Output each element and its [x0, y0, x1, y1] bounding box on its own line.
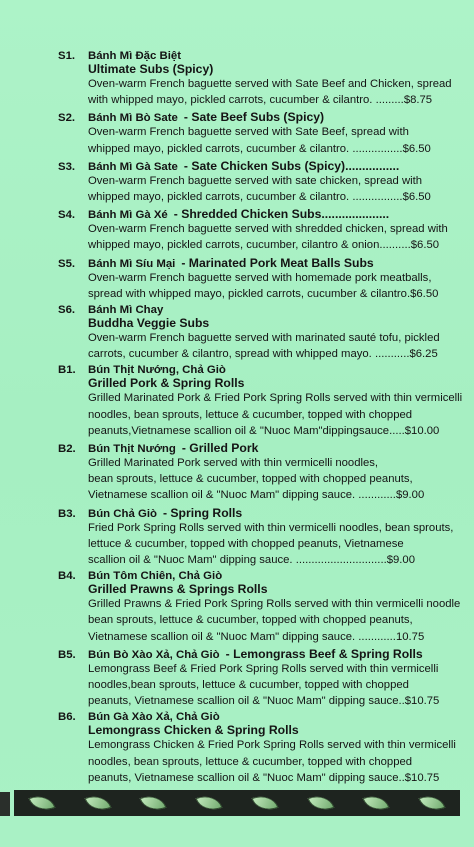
item-description: Grilled Prawns & Fried Pork Spring Rolls served with thin vermicelli noodle bean sprouts, lettuce & cucumber, topped with chopped peanuts, Vietnamese scallion oil & "Nuoc Mam" dipping sauce. ............10.75 [88, 598, 461, 643]
item-vietnamese-name: Bún Chả Giò [88, 507, 157, 520]
item-vietnamese-name: Bánh Mì Gà Sate [88, 160, 178, 173]
menu-item-s2 [58, 110, 470, 156]
menu-item-b1 [58, 364, 470, 439]
menu-item-b5 [58, 647, 470, 710]
item-price: $6.25 [409, 348, 438, 361]
menu-item-b3 [58, 506, 470, 569]
item-price: 10.75 [395, 630, 425, 643]
menu-item-s3 [58, 159, 470, 205]
menu-list [58, 50, 470, 788]
item-description: Lemongrass Beef & Fried Pork Spring Rolls served with thin vermicelli noodles,bean sprouts, lettuce & cucumber, topped with chopped peanuts, Vietnamese scallion oil & "Nuoc Mam" dipping sauce..$10.75 [88, 662, 440, 708]
item-price: $9.00 [386, 554, 415, 567]
menu-item-b6 [58, 711, 470, 786]
item-code: B1. [58, 364, 76, 377]
item-vietnamese-name: Bún Thịt Nướng [88, 443, 176, 456]
item-code: S6. [58, 304, 76, 317]
item-code: S2. [58, 112, 76, 125]
item-description: Grilled Marinated Pork served with thin vermicelli noodles, bean sprouts, lettuce & cucumber, topped with chopped peanuts, Vietnamese scallion oil & "Nuoc Mam" dipping sauce. ............$9.00 [88, 457, 425, 502]
item-price: $6.50 [402, 142, 431, 155]
item-price: $10.00 [404, 424, 440, 437]
menu-item-s4 [58, 207, 470, 253]
item-english-name: - Shredded Chicken Subs.................... [173, 207, 390, 222]
item-code: B6. [58, 711, 76, 724]
menu-item-s1 [58, 50, 470, 108]
menu-item-b2 [58, 441, 470, 504]
item-code: S3. [58, 160, 76, 173]
item-vietnamese-name: Bánh Mì Gà Xé [88, 209, 168, 222]
item-description: Oven-warm French baguette served with homemade pork meatballs, spread with whipped mayo, pickled carrots, cucumber & cilantro.$6.50 [88, 271, 439, 300]
leaf-icon [251, 791, 278, 815]
item-vietnamese-name: Bánh Mì Bò Sate [88, 112, 178, 125]
item-english-name: - Sate Beef Subs (Spicy) [183, 110, 325, 125]
item-code: S4. [58, 209, 76, 222]
item-description: Oven-warm French baguette served with Sate Beef, spread with whipped mayo, pickled carrots, cucumber & cilantro. ................$6.50 [88, 126, 431, 155]
item-price: $6.50 [410, 239, 440, 252]
item-code: B3. [58, 507, 76, 520]
item-english-name: Grilled Pork & Spring Rolls [88, 376, 245, 391]
item-english-name: - Grilled Pork [181, 441, 259, 456]
item-english-name: Grilled Prawns & Springs Rolls [88, 582, 268, 597]
item-price: $10.75 [404, 771, 440, 784]
leaf-icon [419, 791, 446, 815]
item-vietnamese-name: Bún Gà Xào Xả, Chả Giò [88, 711, 220, 724]
menu-item-s6 [58, 304, 470, 362]
leaf-icon [84, 791, 111, 815]
item-vietnamese-name: Bánh Mì Chay [88, 304, 164, 317]
item-vietnamese-name: Bún Tôm Chiên, Chả Giò [88, 570, 223, 583]
leaf-icon [307, 791, 334, 815]
item-english-name: - Spring Rolls [162, 505, 243, 520]
item-vietnamese-name: Bánh Mì Đặc Biệt [88, 50, 182, 62]
item-english-name: Lemongrass Chicken & Spring Rolls [88, 723, 299, 738]
item-description: Oven-warm French baguette served with marinated sauté tofu, pickled carrots, cucumber & cilantro, spread with whipped mayo. ...........$6.25 [88, 332, 440, 361]
item-code: B5. [58, 648, 76, 661]
item-english-name: - Lemongrass Beef & Spring Rolls [225, 646, 423, 661]
leaf-icon [196, 791, 223, 815]
item-vietnamese-name: Bún Bò Xào Xả, Chả Giò [88, 648, 220, 661]
item-price: $6.50 [402, 191, 431, 204]
page-edge-tab [0, 792, 10, 816]
item-price: $9.00 [395, 489, 425, 502]
item-english-name: Ultimate Subs (Spicy) [88, 62, 214, 76]
item-description: Oven-warm French baguette served with Sate Beef and Chicken, spread with whipped mayo, pickled carrots, cucumber & cilantro. .........$8.75 [88, 78, 452, 107]
item-description: Grilled Marinated Pork & Fried Pork Spring Rolls served with thin vermicelli noodles, bean sprouts, lettuce & cucumber, topped with chopped peanuts,Vietnamese scallion oil & "Nuoc Mam"dippingsauce.....$10.00 [88, 392, 463, 437]
menu-item-s5 [58, 256, 470, 302]
item-price: $6.50 [410, 287, 439, 300]
item-price: $8.75 [403, 94, 433, 107]
item-vietnamese-name: Bún Thịt Nướng, Chả Giò [88, 364, 226, 377]
leaf-icon [140, 791, 167, 815]
leaf-icon [28, 791, 55, 815]
item-english-name: Buddha Veggie Subs [88, 316, 210, 331]
item-description: Fried Pork Spring Rolls served with thin vermicelli noodles, bean sprouts, lettuce & cucumber, topped with chopped peanuts, Vietnamese scallion oil & "Nuoc Mam" dipping sauce. .............................$9.00 [88, 521, 454, 567]
item-price: $10.75 [404, 695, 440, 708]
item-english-name: - Sate Chicken Subs (Spicy)................ [183, 158, 400, 173]
item-code: B4. [58, 570, 76, 583]
item-code: B2. [58, 443, 76, 456]
footer-leaf-border [14, 790, 460, 816]
item-code: S1. [58, 50, 76, 62]
item-description: Oven-warm French baguette served with shredded chicken, spread with whipped mayo, pickled carrots, cucumber, cilantro & onion..........$6.50 [88, 223, 448, 252]
menu-item-b4 [58, 570, 470, 645]
item-description: Lemongrass Chicken & Fried Pork Spring Rolls served with thin vermicelli noodles, bean sprouts, lettuce & cucumber, topped with chopped peanuts, Vietnamese scallion oil & "Nuoc Mam" dipping sauce..$10.75 [88, 739, 456, 784]
item-description: Oven-warm French baguette served with sate chicken, spread with whipped mayo, pickled carrots, cucumber & cilantro. ................$6.50 [88, 174, 431, 204]
item-code: S5. [58, 257, 76, 270]
leaf-icon [363, 791, 390, 815]
item-english-name: - Marinated Pork Meat Balls Subs [181, 255, 374, 270]
item-vietnamese-name: Bánh Mì Síu Mại [88, 257, 176, 270]
